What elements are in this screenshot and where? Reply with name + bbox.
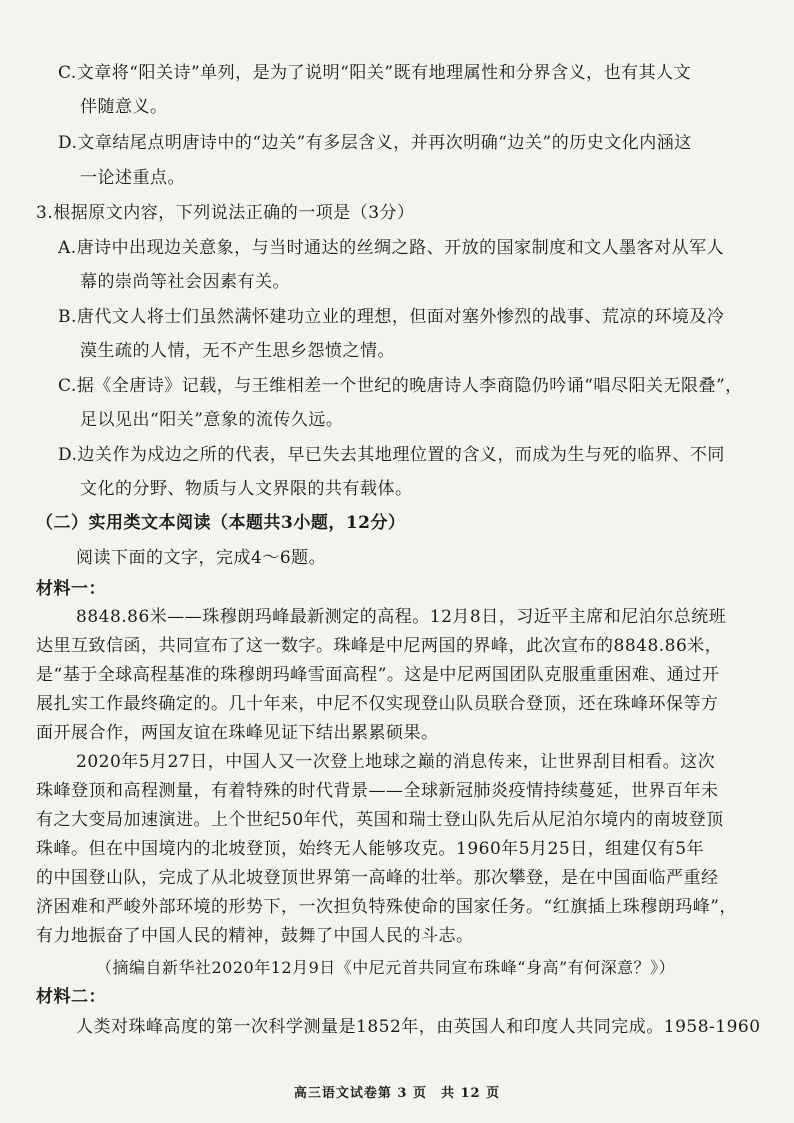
q3-option-d-line2: 文化的分野、物质与人文界限的共有载体。 <box>80 479 413 499</box>
section-instruction: 阅读下面的文字，完成4～6题。 <box>76 548 327 568</box>
q2-option-d-line1: D.文章结尾点明唐诗中的“边关”有多层含义，并再次明确“边关”的历史文化内涵这 <box>58 133 692 153</box>
material1-p2-line6: 济困难和严峻外部环境的形势下，一次担负特殊使命的国家任务。“红旗插上珠穆朗玛峰”， <box>36 897 737 917</box>
q3-option-b-line1: B.唐代文人将士们虽然满怀建功立业的理想，但面对塞外惨烈的战事、荒凉的环境及冷 <box>58 307 725 327</box>
material1-p2-line7: 有力地振奋了中国人民的精神，鼓舞了中国人民的斗志。 <box>36 926 474 946</box>
material1-p2-line5: 的中国登山队，完成了从北坡登顶世界第一高峰的壮举。那次攀登，是在中国面临严重经 <box>36 868 719 888</box>
q2-option-c-line1: C.文章将“阳关诗”单列，是为了说明“阳关”既有地理属性和分界含义，也有其人文 <box>58 63 692 83</box>
q3-option-d-line1: D.边关作为戍边之所的代表，早已失去其地理位置的含义，而成为生与死的临界、不同 <box>58 445 725 465</box>
q3-stem: 3.根据原文内容，下列说法正确的一项是（3分） <box>36 203 415 223</box>
q3-option-b-line2: 漠生疏的人情，无不产生思乡怨愤之情。 <box>80 341 395 361</box>
page-footer: 高三语文试卷第 3 页 共 12 页 <box>293 1086 501 1101</box>
section-heading: （二）实用类文本阅读（本题共3小题，12分） <box>36 513 406 533</box>
material1-p2-line4: 珠峰。但在中国境内的北坡登顶，始终无人能够攻克。1960年5月25日，组建仅有5年 <box>36 839 705 859</box>
material1-p2-line1: 2020年5月27日，中国人又一次登上地球之巅的消息传来，让世界刮目相看。这次 <box>76 752 716 772</box>
q3-option-c-line1: C.据《全唐诗》记载，与王维相差一个世纪的晚唐诗人李商隐仍吟诵“唱尽阳关无限叠”， <box>58 376 743 396</box>
material1-p2-line3: 有之大变局加速演进。上个世纪50年代，英国和瑞士登山队先后从尼泊尔境内的南坡登顶 <box>36 810 724 830</box>
material2-label: 材料二： <box>36 987 106 1007</box>
material1-p2-line2: 珠峰登顶和高程测量，有着特殊的时代背景——全球新冠肺炎疫情持续蔓延，世界百年未 <box>36 781 719 801</box>
material1-p1-line4: 展扎实工作最终确定的。几十年来，中尼不仅实现登山队员联合登顶，还在珠峰环保等方 <box>36 694 719 714</box>
material1-label: 材料一： <box>36 579 106 599</box>
material1-source: （摘编自新华社2020年12月9日《中尼元首共同宣布珠峰“身高”有何深意？》） <box>96 958 676 977</box>
q3-option-a-line2: 幕的崇尚等社会因素有关。 <box>80 272 290 292</box>
material1-p1-line5: 面开展合作，两国友谊在珠峰见证下结出累累硕果。 <box>36 723 439 743</box>
q2-option-c-line2: 伴随意义。 <box>80 97 168 117</box>
material1-p1-line2: 达里互致信函，共同宣布了这一数字。珠峰是中尼两国的界峰，此次宣布的8848.86米， <box>36 636 723 656</box>
q3-option-a-line1: A.唐诗中出现边关意象，与当时通达的丝绸之路、开放的国家制度和文人墨客对从军人 <box>58 238 725 258</box>
material1-p1-line3: 是“基于全球高程基准的珠穆朗玛峰雪面高程”。这是中尼两国团队克服重重困难、通过开 <box>36 665 720 685</box>
q2-option-d-line2: 一论述重点。 <box>80 168 185 188</box>
material1-p1-line1: 8848.86米——珠穆朗玛峰最新测定的高程。12月8日，习近平主席和尼泊尔总统班 <box>76 607 727 627</box>
q3-option-c-line2: 足以见出“阳关”意象的流传久远。 <box>80 410 344 430</box>
material2-p1-line1: 人类对珠峰高度的第一次科学测量是1852年，由英国人和印度人共同完成。1958-1960 <box>76 1017 761 1037</box>
